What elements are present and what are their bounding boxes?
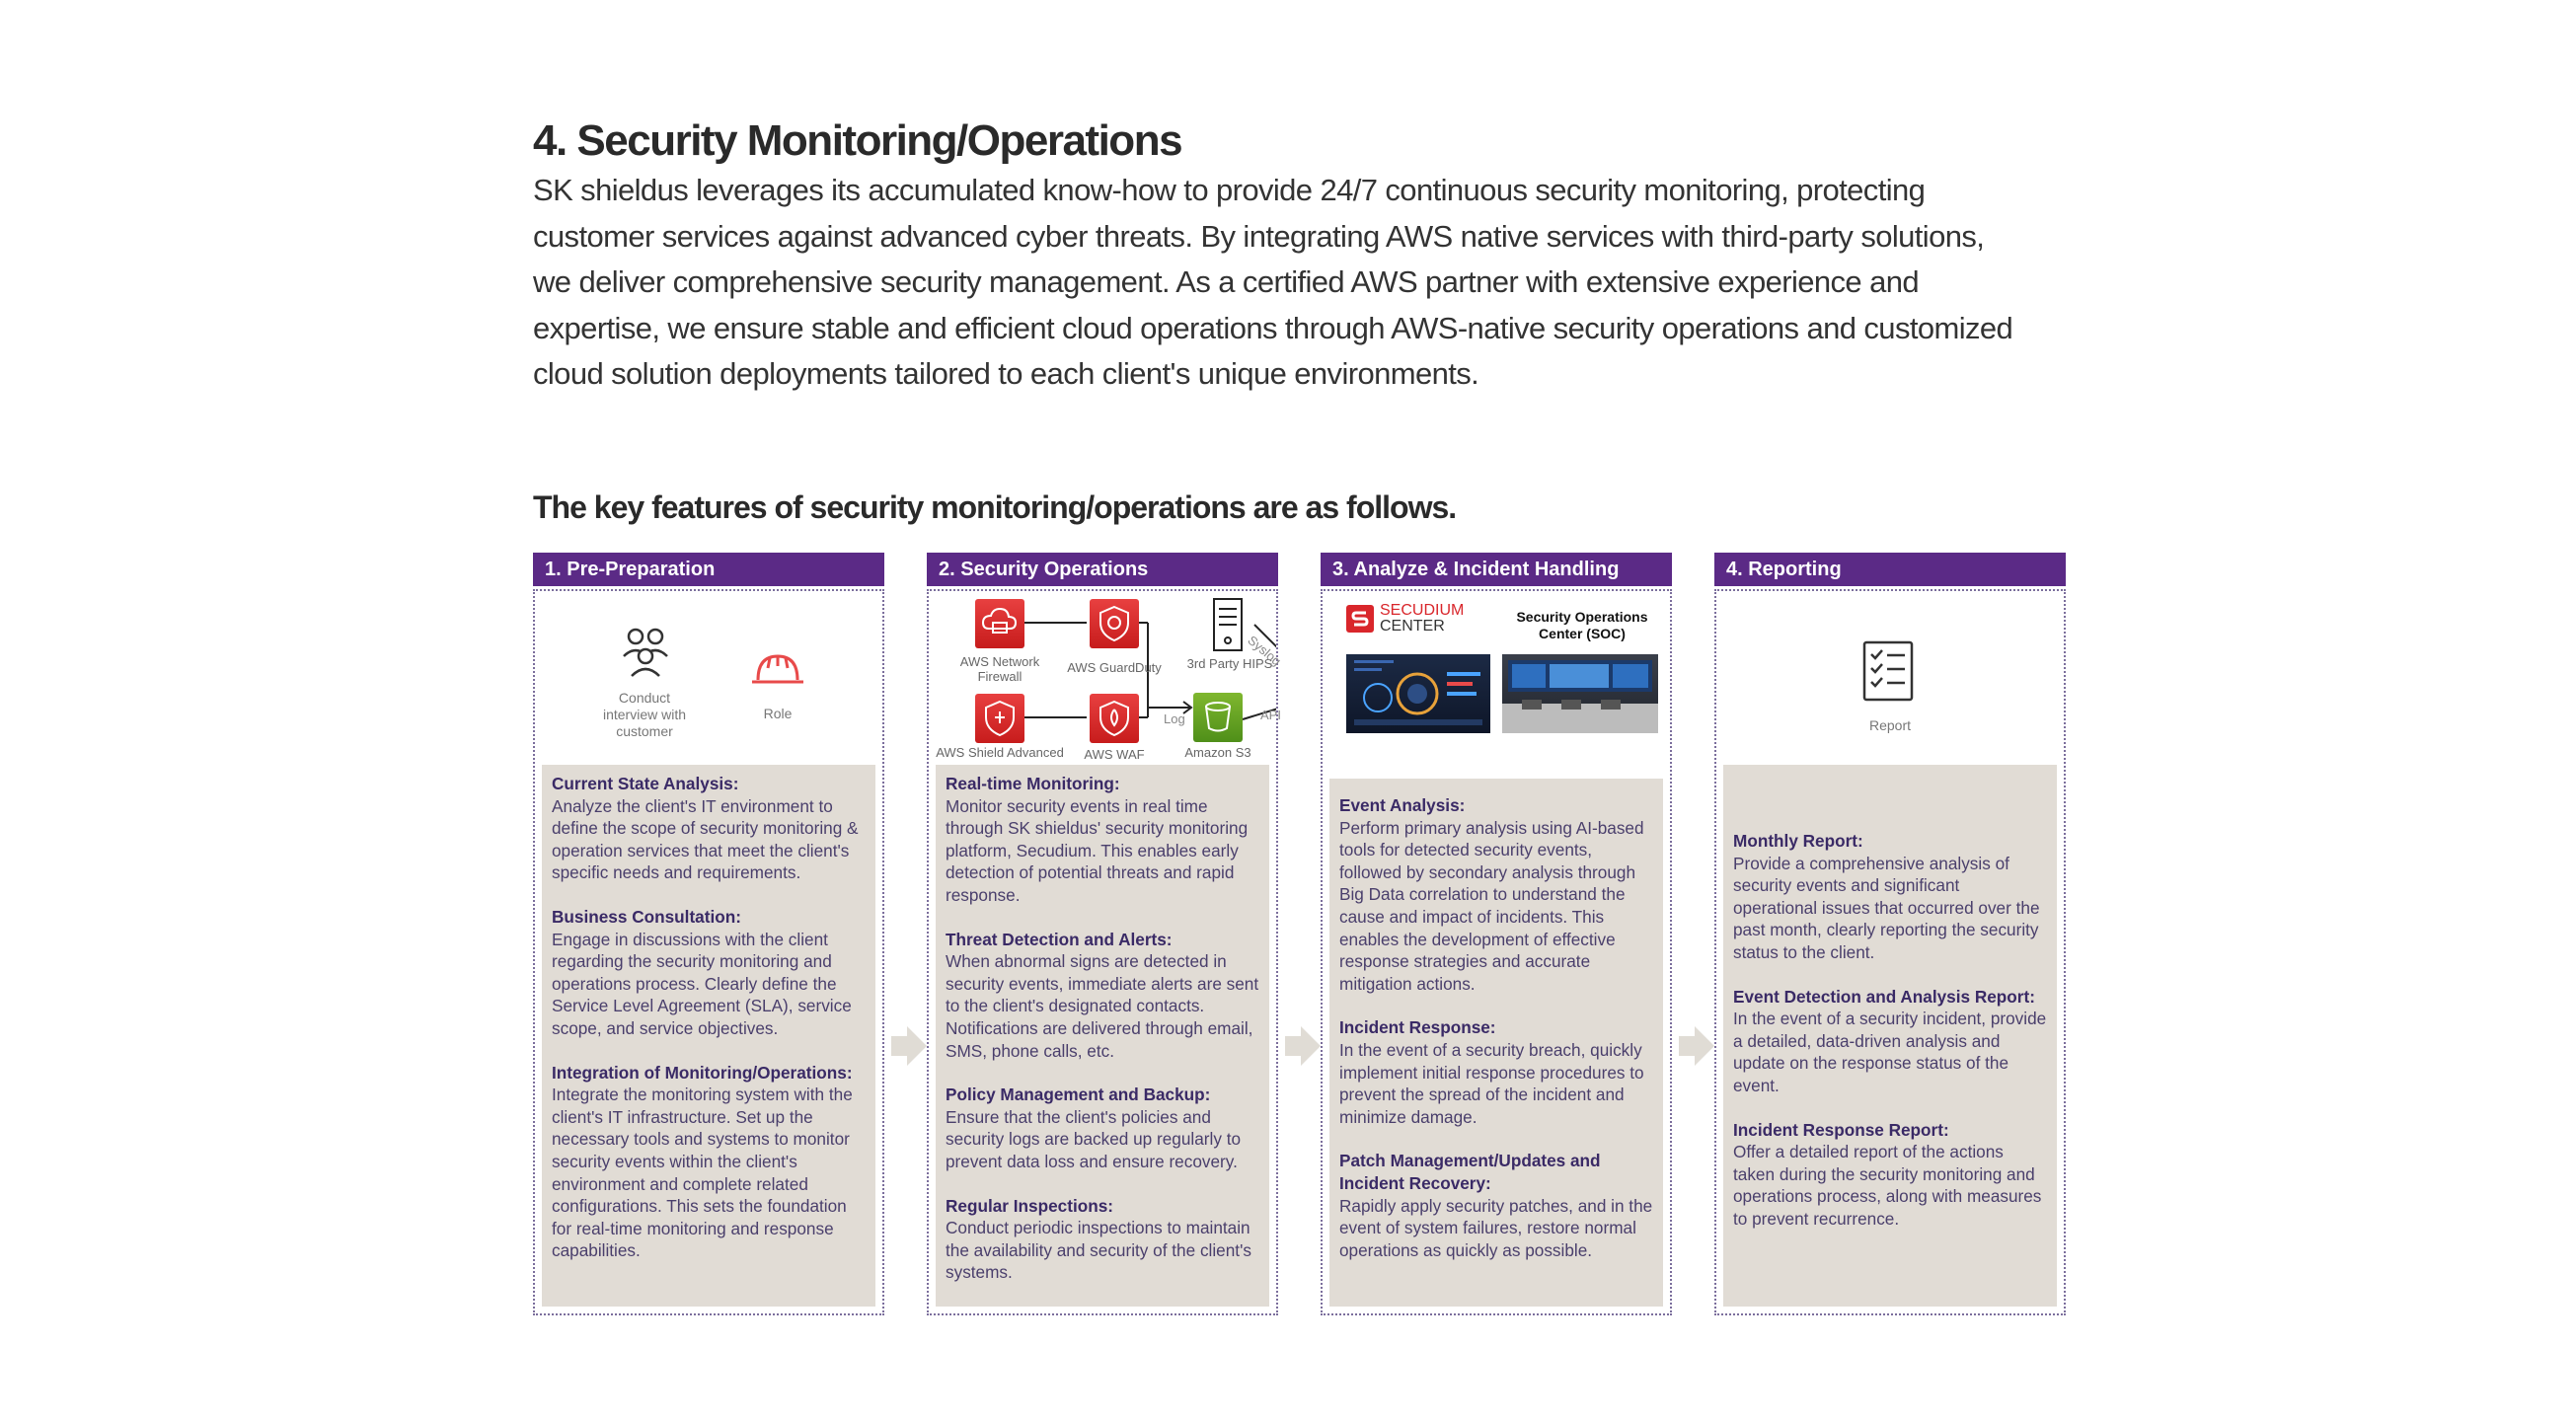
icon-label-line: interview with — [602, 707, 687, 722]
section-text: Monitor security events in real time through SK shieldus' security monitoring platform, Secudium. This enables early detection of potential threats and rapid response. — [946, 795, 1249, 905]
icon-label: Report — [1868, 717, 1912, 733]
server-icon — [1211, 597, 1245, 652]
feature-section — [1339, 1150, 1653, 1261]
service-label: AWS Shield Advanced — [936, 745, 1064, 760]
description-panel — [542, 765, 875, 1307]
section-title: Incident Response: — [1339, 1017, 1496, 1038]
secudium-logo-icon — [1346, 605, 1374, 633]
feature-section — [1339, 794, 1653, 995]
section-title: Event Detection and Analysis Report: — [1733, 986, 2035, 1007]
soc-room-image — [1502, 654, 1658, 733]
section-title: Policy Management and Backup: — [946, 1084, 1211, 1105]
description-panel — [1723, 765, 2057, 1307]
architecture-diagram — [929, 591, 1284, 762]
feature-section — [1339, 1016, 1653, 1128]
features-heading: The key features of security monitoring/operations are as follows. — [533, 489, 1457, 525]
column-header: 2. Security Operations — [927, 553, 1278, 586]
section-text: Conduct periodic inspections to maintain the availability and security of the client's systems. — [946, 1218, 1251, 1283]
section-text: In the event of a security breach, quickly implement initial response procedures to prevent the spread of the incident and minimize damage. — [1339, 1039, 1644, 1127]
service-label-line: Firewall — [977, 669, 1023, 684]
aws-waf-icon — [1090, 694, 1139, 743]
intro-line: customer services against advanced cyber threats. By integrating AWS native services with third-party solutions, — [533, 218, 1985, 254]
logo-text: CENTER — [1380, 618, 1445, 635]
intro-line: SK shieldus leverages its accumulated know-how to provide 24/7 continuous security monitoring, protecting — [533, 173, 1926, 207]
section-title: Event Analysis: — [1339, 795, 1466, 815]
service-label: 3rd Party HIPS — [1186, 656, 1273, 671]
flow-arrow-icon — [1301, 1026, 1321, 1066]
feature-section — [1733, 1119, 2047, 1231]
s3-bucket-icon — [1193, 693, 1243, 742]
feature-section — [552, 1062, 866, 1262]
icon-label — [590, 690, 699, 740]
section-title: Threat Detection and Alerts: — [946, 929, 1173, 949]
aws-guardduty-icon — [1090, 599, 1139, 648]
syslog-label: Syslog — [1245, 633, 1284, 669]
column-visual — [1716, 591, 2064, 761]
people-icon — [616, 621, 675, 680]
service-label: Amazon S3 — [1184, 745, 1251, 760]
icon-label: Role — [763, 706, 793, 721]
feature-section — [1733, 830, 2047, 964]
section-text: Rapidly apply security patches, and in the event of system failures, restore normal operations as quickly as possible. — [1339, 1195, 1653, 1260]
service-label — [950, 654, 1049, 684]
feature-section — [946, 1084, 1259, 1172]
icon-label-line: Conduct — [618, 690, 671, 706]
section-text: Ensure that the client's policies and security logs are backed up regularly to prevent data loss and ensure recovery. — [946, 1106, 1242, 1171]
feature-section — [946, 929, 1259, 1063]
feature-section — [946, 1195, 1259, 1284]
intro-line: expertise, we ensure stable and efficient cloud operations through AWS-native security operations and customized — [533, 310, 2013, 345]
section-text: Provide a comprehensive analysis of security events and significant operational issues that occurred over the past month, clearly reporting the security status to the client. — [1733, 853, 2040, 962]
section-text: Engage in discussions with the client regarding the security monitoring and operations process. Clearly define the Service Level Agreement (SLA), service scope, and service objectives. — [552, 929, 852, 1038]
monitoring-dashboard-image — [1346, 654, 1490, 733]
section-text: When abnormal signs are detected in security events, immediate alerts are sent to the client's designated contacts. Notifications are delivered through email, SMS, phone calls, etc. — [946, 951, 1259, 1061]
hard-hat-icon — [750, 650, 805, 690]
column-header: 4. Reporting — [1714, 553, 2066, 586]
section-title: Monthly Report: — [1733, 831, 1863, 851]
column-body — [1714, 589, 2066, 1315]
secudium-logo — [1380, 603, 1464, 635]
column-security-operations — [927, 553, 1284, 1315]
section-text: Analyze the client's IT environment to define the scope of security monitoring & operation services that meet the client's specific needs and requirements. — [552, 795, 859, 883]
report-checklist-icon — [1860, 638, 1916, 704]
api-label: API — [1260, 708, 1281, 722]
column-pre-preparation — [533, 553, 884, 1315]
column-visual — [1323, 591, 1670, 761]
flow-arrow-icon — [1695, 1026, 1714, 1066]
column-header: 3. Analyze & Incident Handling — [1321, 553, 1672, 586]
section-title: Current State Analysis: — [552, 774, 739, 793]
service-label-line: AWS Network — [959, 654, 1040, 669]
service-label: AWS GuardDuty — [1067, 660, 1162, 675]
intro-line: we deliver comprehensive security management. As a certified AWS partner with extensive experience and — [533, 264, 1919, 299]
description-panel — [936, 765, 1269, 1307]
intro-line: cloud solution deployments tailored to each client's unique environments. — [533, 356, 1479, 391]
section-text: Perform primary analysis using AI-based tools for detected security events, followed by secondary analysis through Big Data correlation to understand the cause and impact of incidents. This enables the development of effective response strategies and accurate mitigation actions. — [1339, 817, 1644, 994]
logo-text: SECUDIUM — [1380, 602, 1465, 619]
section-title: Real-time Monitoring: — [946, 774, 1120, 793]
column-body — [927, 589, 1284, 1315]
icon-label-line: customer — [616, 723, 673, 739]
section-text: Integrate the monitoring system with the client's IT infrastructure. Set up the necessary tools and systems to monitor security events within the client's environment and complete related configurations. This sets the foundation for real-time monitoring and response capabilities. — [552, 1084, 853, 1261]
column-reporting — [1714, 553, 2066, 1315]
section-title: Patch Management/Updates and Incident Recovery: — [1339, 1151, 1601, 1193]
section-title: Regular Inspections: — [946, 1195, 1113, 1216]
aws-network-firewall-icon — [975, 599, 1024, 648]
service-label: AWS WAF — [1084, 747, 1145, 762]
column-header: 1. Pre-Preparation — [533, 553, 884, 586]
intro-paragraph — [533, 168, 2073, 398]
feature-section — [1733, 986, 2047, 1097]
section-text: Offer a detailed report of the actions taken during the security monitoring and operations process, along with measures to prevent recurrence. — [1733, 1142, 2042, 1229]
feature-section — [552, 906, 866, 1040]
section-title: Business Consultation: — [552, 906, 741, 927]
section-text: In the event of a security incident, provide a detailed, data-driven analysis and update on the response status of the event. — [1733, 1009, 2047, 1095]
column-body — [1321, 589, 1672, 1315]
flow-arrow-icon — [907, 1026, 927, 1066]
column-analyze-incident — [1321, 553, 1672, 1315]
column-body — [533, 589, 884, 1315]
feature-section — [552, 773, 866, 884]
column-visual — [535, 591, 882, 761]
section-title: Incident Response Report: — [1733, 1119, 1949, 1140]
log-label: Log — [1164, 711, 1185, 726]
page-title: 4. Security Monitoring/Operations — [533, 116, 1182, 165]
soc-title: Security Operations Center (SOC) — [1516, 609, 1648, 641]
feature-section — [946, 773, 1259, 907]
aws-shield-icon — [975, 694, 1024, 743]
section-title: Integration of Monitoring/Operations: — [552, 1062, 853, 1083]
description-panel — [1329, 779, 1663, 1307]
